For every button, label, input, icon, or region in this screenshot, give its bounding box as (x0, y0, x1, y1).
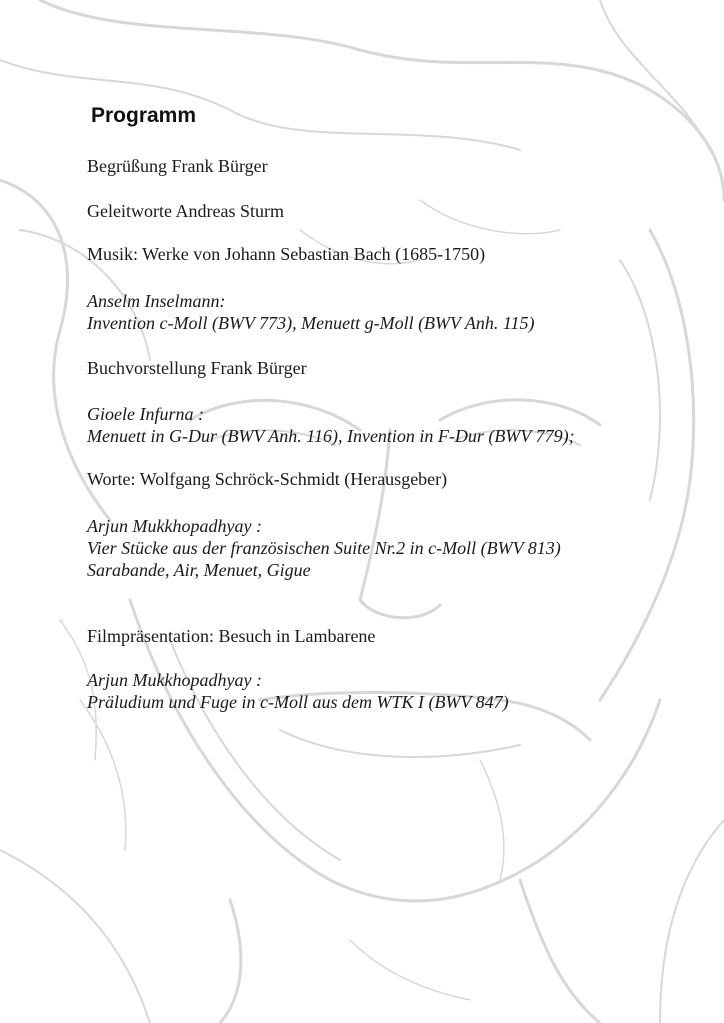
performance-movements: Sarabande, Air, Menuet, Gigue (87, 560, 311, 580)
performance-pieces: Invention c-Moll (BWV 773), Menuett g-Moll (BWV Anh. 115) (87, 313, 535, 333)
program-item-words: Worte: Wolfgang Schröck-Schmidt (Herausgeber) (87, 469, 448, 489)
program-item-film: Filmpräsentation: Besuch in Lambarene (87, 626, 376, 646)
performer-name: Arjun Mukkhopadhyay : (87, 516, 262, 536)
performer-name: Arjun Mukkhopadhyay : (87, 670, 262, 690)
performer-name: Anselm Inselmann: (87, 291, 226, 311)
program-item-music-heading: Musik: Werke von Johann Sebastian Bach (1685-1750) (87, 244, 486, 264)
program-item-welcome: Begrüßung Frank Bürger (87, 156, 268, 176)
performance-pieces: Menuett in G-Dur (BWV Anh. 116), Invention in F-Dur (BWV 779); (87, 426, 575, 446)
performance-pieces: Vier Stücke aus der französischen Suite Nr.2 in c-Moll (BWV 813) (87, 538, 561, 558)
program-item-address: Geleitworte Andreas Sturm (87, 201, 284, 221)
performer-name: Gioele Infurna : (87, 404, 204, 424)
page-title: Programm (91, 104, 197, 127)
performance-pieces: Präludium und Fuge in c-Moll aus dem WTK I (BWV 847) (87, 692, 509, 712)
program-item-book: Buchvorstellung Frank Bürger (87, 358, 307, 378)
